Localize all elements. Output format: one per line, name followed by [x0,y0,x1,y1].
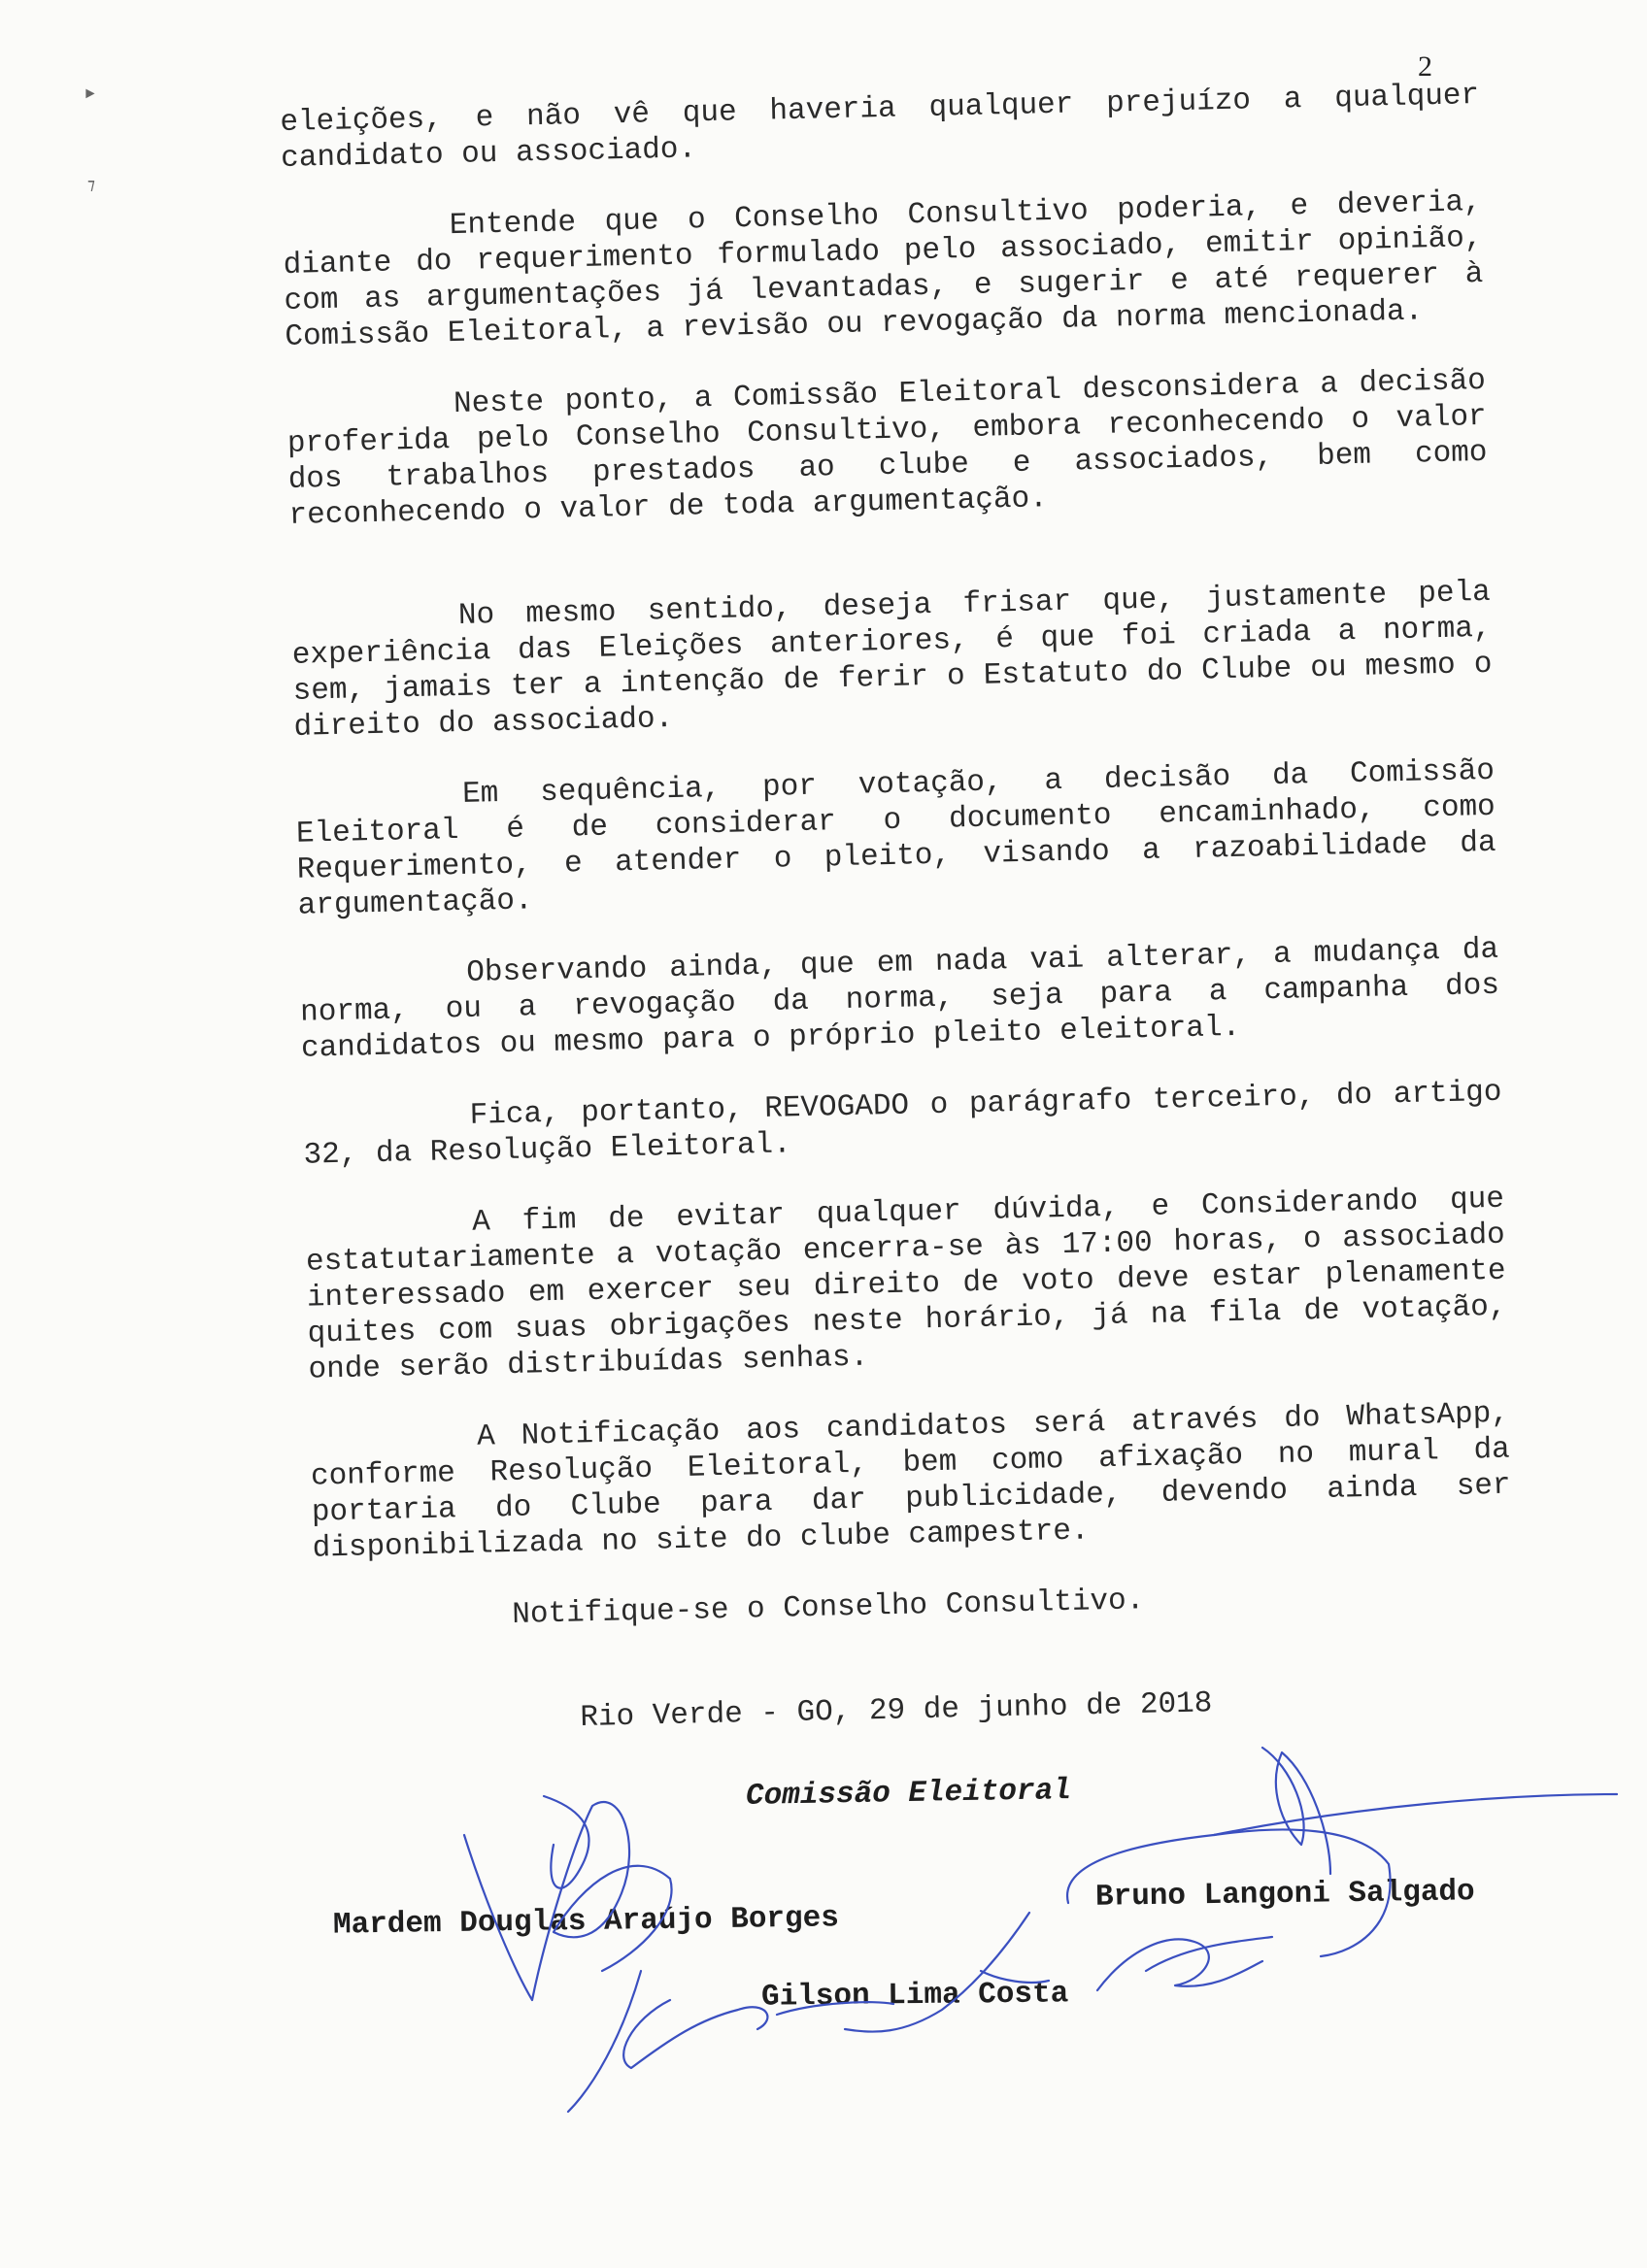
signature-stroke [845,1913,1029,2032]
signature-stroke [1262,1748,1330,1874]
signature-stroke [1214,1794,1617,1835]
paragraph-1: eleições, e não vê que haveria qualquer prejuízo a qualquer candidato ou associado. [280,78,1480,176]
paragraph-8: A fim de evitar qualquer dúvida, e Considerando que estatutariamente a votação encerra-se às 17:00 horas, o associado interessado em exercer seu direito de voto deve estar plenamente quites com suas obrigações neste horário, já na fila de votação, onde serão distribuídas senhas. [305,1182,1507,1387]
margin-mark: ⁊ [87,177,95,194]
dateline: Rio Verde - GO, 29 de junho de 2018 [580,1686,1213,1735]
signature-stroke [623,2000,767,2068]
signature-stroke [544,1796,588,1888]
signatory-name: Bruno Langoni Salgado [1094,1875,1475,1915]
margin-mark: ► [85,85,95,103]
page-number: 2 [1418,50,1432,83]
paragraph-4: No mesmo sentido, deseja frisar que, justamente pela experiência das Eleições anteriores, é que foi criada a norma, sem, jamais ter a intenção de ferir o Estatuto do Clube ou mesmo o direito do associado. [291,575,1493,745]
signature-stroke [1097,1939,1262,1990]
signatory-name: Gilson Lima Costa [760,1977,1069,2015]
document-body [280,78,1514,1673]
signature-stroke [1146,1937,1272,1971]
paragraph-7: Fica, portanto, REVOGADO o parágrafo terceiro, do artigo 32, da Resolução Eleitoral. [303,1075,1502,1173]
paragraph-9: A Notificação aos candidatos será através do WhatsApp, conforme Resolução Eleitoral, bem como afixação no mural da portaria do Clube para dar publicidade, devendo ainda ser disponibilizada no site do clube campestre. [310,1396,1511,1566]
paragraph-5: Em sequência, por votação, a decisão da Comissão Eleitoral é de considerar o documento encaminhado, como Requerimento, e atender o pleito, visando a razoabilidade da argumentação. [295,753,1496,923]
paragraph-10: Notifique-se o Conselho Consultivo. [511,1584,1145,1632]
paragraph-3: Neste ponto, a Comissão Eleitoral desconsidera a decisão proferida pelo Conselho Consultivo, embora reconhecendo o valor dos trabalhos prestados ao clube e associados, bem como reconhecendo o valor de toda argumentação. [286,363,1488,533]
paragraph-6: Observando ainda, que em nada vai alterar, a mudança da norma, ou a revogação da norma, seja para a campanha dos candidatos ou mesmo para o próprio pleito eleitoral. [299,932,1500,1066]
paragraph-2: Entende que o Conselho Consultivo poderia, e deveria, diante do requerimento formulado pelo associado, emitir opinião, com as argumentações já levantadas, e sugerir e até requerer à Comissão Eleitoral, a revisão ou revogação da norma mencionada. [283,184,1484,354]
signatory-name: Mardem Douglas Araújo Borges [332,1901,840,1943]
signature-stroke [464,1802,672,2000]
signature-stroke [568,1971,641,2112]
committee-title: Comissão Eleitoral [745,1774,1072,1814]
